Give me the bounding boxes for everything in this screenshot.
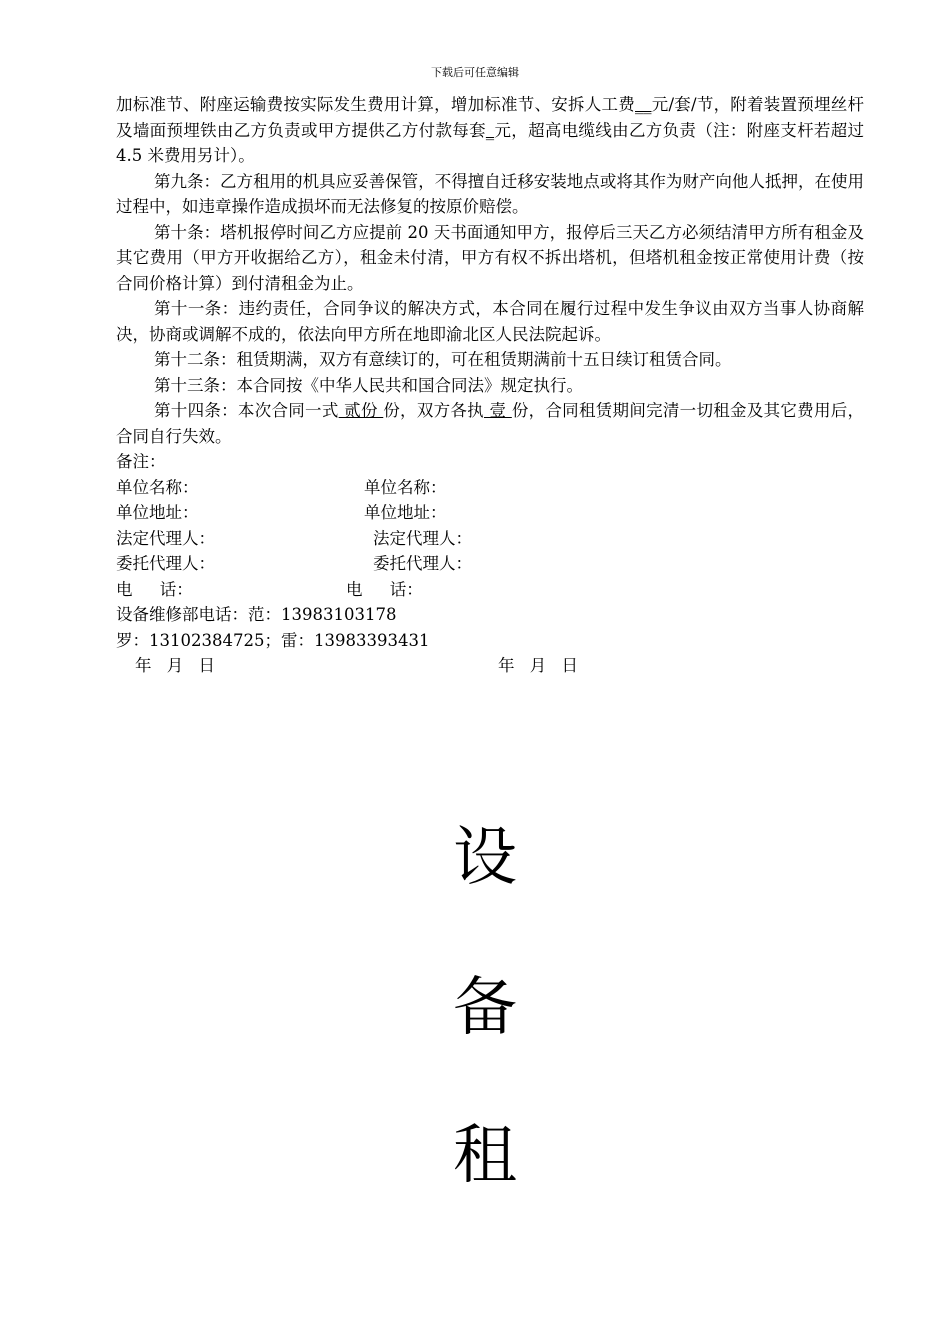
date-right: 年 月 日 bbox=[498, 656, 578, 675]
cover-char-1: 设 bbox=[453, 821, 517, 895]
fee-blank: __ bbox=[635, 95, 652, 114]
unit-name-row bbox=[116, 475, 864, 501]
clause-11: 第十一条：违约责任，合同争议的解决方式，本合同在履行过程中发生争议由双方当事人协商解决，协商或调解不成的，依法向甲方所在地即渝北区人民法院起诉。 bbox=[116, 299, 864, 344]
clause-8-continuation: 加标准节、附座运输费按实际发生费用计算，增加标准节、安拆人工费__元/套/节，附着装置预埋丝杆及墙面预埋铁由乙方负责或甲方提供乙方付款每套_元，超高电缆线由乙方负责（注：附座支杆若超过 4.5 米费用另计）。 bbox=[116, 95, 865, 165]
contract-body bbox=[116, 92, 864, 679]
agent-left: 委托代理人： bbox=[116, 554, 215, 573]
unit-name-right: 单位名称： bbox=[364, 477, 447, 497]
remarks-label: 备注： bbox=[116, 452, 166, 471]
page-header: 下载后可任意编辑 bbox=[431, 66, 519, 79]
cover-char-2: 备 bbox=[453, 971, 517, 1045]
copies-each: 壹 bbox=[483, 401, 512, 420]
other-phones: 罗：13102384725；雷：13983393431 bbox=[116, 630, 430, 650]
clause-12: 第十二条：租赁期满，双方有意续订的，可在租赁期满前十五日续订租赁合同。 bbox=[154, 350, 732, 369]
clause-13: 第十三条：本合同按《中华人民共和国合同法》规定执行。 bbox=[154, 375, 583, 395]
unit-address-right: 单位地址： bbox=[364, 503, 447, 522]
fee-blank-2: _ bbox=[485, 120, 495, 140]
unit-address-row bbox=[116, 500, 864, 526]
phone-row bbox=[116, 577, 864, 603]
date-left: 年 月 日 bbox=[135, 656, 215, 675]
date-row bbox=[116, 653, 864, 679]
agent-row bbox=[116, 551, 864, 577]
other-phones-row bbox=[116, 628, 864, 654]
legal-rep-right: 法定代理人： bbox=[373, 528, 472, 548]
legal-rep-left: 法定代理人： bbox=[116, 528, 215, 548]
cover-char-3: 租 bbox=[453, 1119, 517, 1193]
copies-count: 贰份 bbox=[338, 401, 384, 420]
clause-10: 第十条：塔机报停时间乙方应提前 20 天书面通知甲方，报停后三天乙方必须结清甲方所有租金及其它费用（甲方开收据给乙方），租金未付清，甲方有权不拆出塔机，但塔机租金按正常使用计费（按合同价格计算）到付清租金为止。 bbox=[116, 222, 864, 293]
repair-phone-row bbox=[116, 602, 864, 628]
agent-right: 委托代理人： bbox=[373, 554, 472, 573]
unit-address-left: 单位地址： bbox=[116, 503, 199, 522]
repair-phone: 设备维修部电话：范：13983103178 bbox=[116, 605, 397, 624]
clause-14: 第十四条：本次合同一式 贰份 份，双方各执 壹 份，合同租赁期间完清一切租金及其它费用后，合同自行失效。 bbox=[116, 401, 865, 446]
legal-rep-row bbox=[116, 526, 864, 552]
phone-left: 电 话： bbox=[116, 579, 193, 599]
clause-9: 第九条：乙方租用的机具应妥善保管，不得擅自迁移安装地点或将其作为财产向他人抵押，在使用过程中，如违章操作造成损坏而无法修复的按原价赔偿。 bbox=[116, 171, 864, 216]
unit-name-left: 单位名称： bbox=[116, 477, 199, 497]
phone-right: 电 话： bbox=[346, 579, 423, 599]
